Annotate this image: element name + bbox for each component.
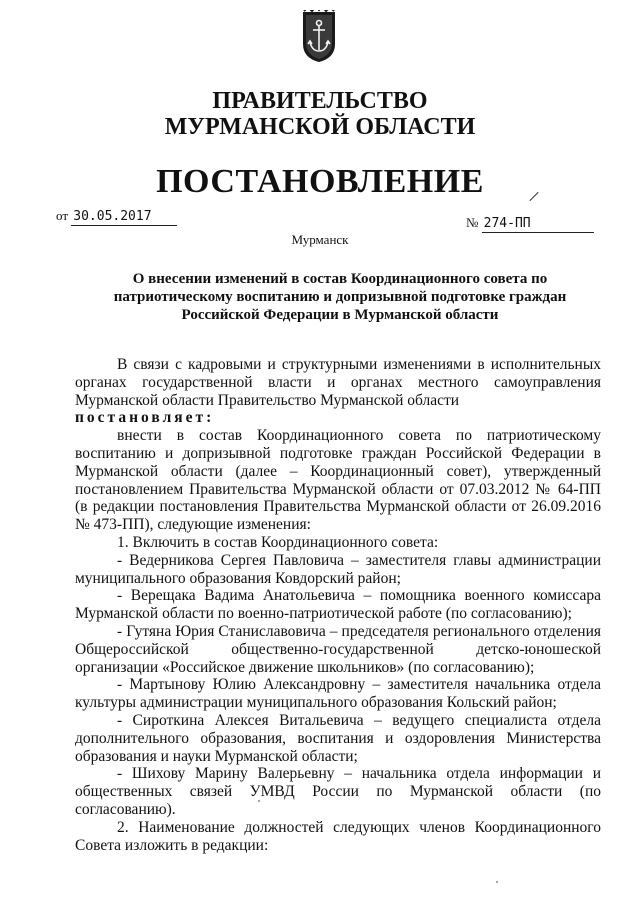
heading-line: Российской Федерации в Мурманской области bbox=[181, 307, 499, 323]
decree-date bbox=[56, 208, 177, 226]
main-paragraph: внести в состав Координационного совета по патриотическому воспитанию и допризывной подготовке граждан Российской Федерации в Мурманской области (далее – Координационный совет), утвержденный постановлением Правительства Мурманской области от 07.03.2012 № 64-ПП (в редакции постановления Правительства Мурманской области от 26.09.2016 № 473-ПП), следующие изменения: bbox=[75, 427, 601, 534]
heading-line: О внесении изменений в состав Координационного совета по bbox=[132, 271, 548, 287]
item-1: 1. Включить в состав Координационного совета: bbox=[117, 533, 439, 551]
decree-number bbox=[466, 215, 594, 233]
coat-of-arms-icon bbox=[301, 10, 337, 64]
number-prefix: № bbox=[466, 215, 479, 230]
member-item: - Гутяна Юрия Станиславовича – председателя регионального отделения Общероссийской общественно-государственной детско-юношеской организации «Российское движение школьников» (по согласованию); bbox=[75, 622, 601, 676]
resolves-paragraph bbox=[75, 409, 601, 427]
resolves-word: постановляет: bbox=[75, 409, 215, 427]
member-item: - Мартынову Юлию Александровну – заместителя начальника отдела культуры администрации муниципального образования Кольский район; bbox=[75, 676, 601, 712]
heading-line: патриотическому воспитанию и допризывной подготовке граждан bbox=[113, 289, 567, 305]
member-item: - Сироткина Алексея Витальевича – ведущего специалиста отдела дополнительного образования, воспитания и оздоровления Министерства образования и науки Мурманской области; bbox=[75, 711, 601, 765]
date-prefix: от bbox=[56, 208, 69, 223]
date-value: 30.05.2017 bbox=[71, 209, 177, 226]
scan-speck bbox=[496, 881, 498, 883]
decree-body bbox=[75, 356, 601, 854]
member-item: - Шихову Марину Валерьевну – начальника отдела информации и общественных связей УМВД России по Мурманской области (по согласованию). bbox=[75, 765, 601, 818]
decree-heading bbox=[80, 270, 600, 324]
member-item: - Ведерникова Сергея Павловича – заместителя главы администрации муниципального образования Ковдорский район; bbox=[75, 551, 601, 587]
intro-paragraph: В связи с кадровыми и структурными изменениями в исполнительных органах государственной власти и органах местного самоуправления Мурманской области Правительство Мурманской области bbox=[75, 356, 601, 409]
government-title-line1: ПРАВИТЕЛЬСТВО bbox=[212, 88, 428, 114]
member-item: - Верещака Вадима Анатольевича – помощника военного комиссара Мурманской области по военно-патриотической работе (по согласованию); bbox=[75, 587, 601, 623]
number-value: 274-ПП bbox=[482, 216, 594, 233]
city-name: Мурманск bbox=[291, 232, 349, 247]
scan-speck bbox=[258, 800, 260, 802]
government-title-line2: МУРМАНСКОЙ ОБЛАСТИ bbox=[164, 114, 476, 140]
document-type-title: ПОСТАНОВЛЕНИЕ bbox=[156, 163, 484, 200]
item-2: 2. Наименование должностей следующих членов Координационного Совета изложить в редакции: bbox=[75, 818, 601, 854]
